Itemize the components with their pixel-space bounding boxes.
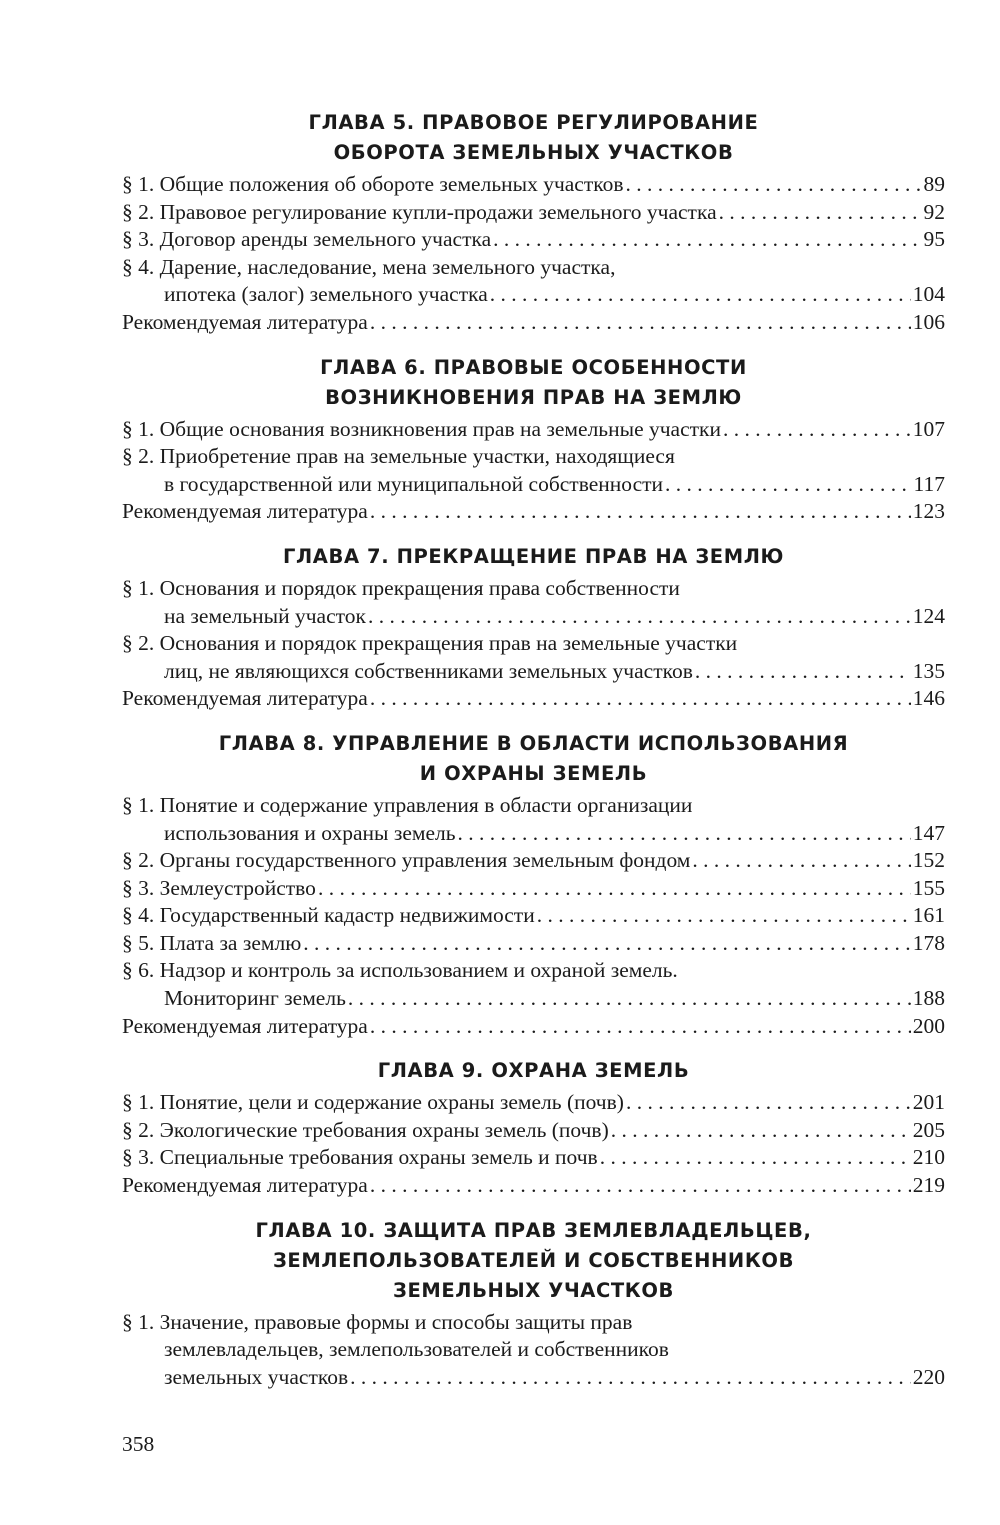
toc-entry-text: § 3. Договор аренды земельного участка [122, 227, 492, 252]
toc-entry-text: § 2. Приобретение прав на земельные участки, находящиеся [122, 444, 675, 469]
dot-leader [303, 930, 910, 958]
dot-leader [370, 1013, 911, 1041]
dot-leader [350, 1364, 911, 1392]
toc-entry-line [122, 875, 945, 903]
toc-entry-line [122, 685, 945, 713]
toc-entry-line [122, 1117, 945, 1145]
toc-entry [122, 254, 945, 309]
toc-page-number: 92 [923, 199, 945, 224]
toc-entry-text: § 1. Понятие, цели и содержание охраны земель (почв) [122, 1090, 624, 1115]
toc-page-number: 201 [912, 1090, 945, 1115]
toc-entry-line [122, 1364, 945, 1392]
toc-entry-text: § 2. Правовое регулирование купли-продажи земельного участка [122, 199, 717, 224]
dot-leader [626, 1089, 911, 1117]
toc-entry-line [122, 1336, 945, 1364]
toc-entry-text: на земельный участок [164, 603, 366, 628]
toc-entry-text: ипотека (залог) земельного участка [164, 282, 488, 307]
toc-entry [122, 416, 945, 444]
toc-entry [122, 630, 945, 685]
toc-entry-text: земельных участков [164, 1364, 349, 1389]
toc-entry-text: § 1. Общие положения об обороте земельных участков [122, 172, 624, 196]
toc-entry-line [122, 443, 945, 471]
toc-entry-text: Рекомендуемая литература [122, 499, 368, 524]
table-of-contents [122, 108, 945, 1407]
toc-entry [122, 199, 945, 227]
dot-leader [458, 820, 911, 848]
dot-leader [370, 309, 911, 337]
toc-entry-line [122, 1172, 945, 1200]
toc-entry-line [122, 792, 945, 820]
chapter-section [122, 1216, 945, 1392]
dot-leader [493, 226, 921, 254]
toc-entry-line [122, 658, 945, 686]
toc-entry-text: § 1. Значение, правовые формы и способы защиты прав [122, 1309, 633, 1334]
toc-entry-text: § 1. Основания и порядок прекращения права собственности [122, 575, 680, 600]
dot-leader [490, 281, 911, 309]
toc-entry [122, 309, 945, 337]
chapter-title [122, 1216, 945, 1306]
toc-entry-text: § 4. Дарение, наследование, мена земельного участка, [122, 254, 616, 279]
chapter-title-line: ГЛАВА 8. УПРАВЛЕНИЕ В ОБЛАСТИ ИСПОЛЬЗОВАНИЯ [218, 731, 849, 755]
dot-leader [368, 603, 911, 631]
toc-entry [122, 443, 945, 498]
chapter-title-line: ОБОРОТА ЗЕМЕЛЬНЫХ УЧАСТКОВ [333, 141, 734, 164]
toc-page-number: 210 [912, 1145, 945, 1170]
toc-entry [122, 847, 945, 875]
toc-entry-line [122, 957, 945, 985]
toc-entry-text: землевладельцев, землепользователей и собственников [164, 1337, 669, 1362]
toc-page-number: 200 [912, 1013, 945, 1038]
toc-entry-line [122, 416, 945, 444]
toc-entry-text: Рекомендуемая литература [122, 1013, 368, 1038]
chapter-title-line: ГЛАВА 9. ОХРАНА ЗЕМЕЛЬ [377, 1059, 690, 1083]
chapter-title-line: ГЛАВА 5. ПРАВОВОЕ РЕГУЛИРОВАНИЕ [308, 111, 759, 134]
toc-entry-line [122, 281, 945, 309]
toc-page-number: 95 [923, 227, 945, 252]
toc-entry-text: § 6. Надзор и контроль за использованием и охраной земель. [122, 958, 678, 983]
toc-page-number: 178 [912, 930, 945, 955]
toc-entry-line [122, 630, 945, 658]
toc-entry-text: Рекомендуемая литература [122, 309, 368, 334]
dot-leader [348, 985, 911, 1013]
chapter-title [122, 729, 945, 789]
toc-entry-line [122, 575, 945, 603]
toc-page-number: 152 [912, 848, 945, 873]
dot-leader [626, 171, 922, 199]
toc-entry-text: § 3. Специальные требования охраны земель и почв [122, 1145, 598, 1170]
toc-entry [122, 685, 945, 713]
toc-entry [122, 875, 945, 903]
toc-page-number: 117 [913, 471, 945, 496]
toc-entry [122, 1309, 945, 1392]
chapter-section [122, 729, 945, 1040]
toc-page-number: 106 [912, 309, 945, 334]
chapter-title-line: ЗЕМЛЕПОЛЬЗОВАТЕЛЕЙ И СОБСТВЕННИКОВ [272, 1248, 795, 1272]
toc-entry-text: § 2. Органы государственного управления земельным фондом [122, 848, 691, 873]
toc-entry-text: Мониторинг земель [164, 986, 346, 1011]
toc-entry-line [122, 902, 945, 930]
toc-entry-line [122, 820, 945, 848]
toc-page-number: 107 [912, 416, 945, 441]
toc-entry-line [122, 1309, 945, 1337]
toc-entry-line [122, 471, 945, 499]
toc-entry-text: Рекомендуемая литература [122, 1173, 368, 1198]
dot-leader [723, 416, 911, 444]
dot-leader [370, 1172, 911, 1200]
toc-page-number: 205 [912, 1117, 945, 1142]
chapter-title-line: ЗЕМЕЛЬНЫХ УЧАСТКОВ [393, 1278, 674, 1302]
toc-page-number: 161 [912, 903, 945, 928]
toc-entry-line [122, 847, 945, 875]
chapter-section [122, 1056, 945, 1199]
toc-entry [122, 1013, 945, 1041]
chapter-title [122, 542, 945, 572]
dot-leader [318, 875, 911, 903]
toc-entry-text: Рекомендуемая литература [122, 686, 368, 711]
toc-entry-text: § 5. Плата за землю [122, 930, 302, 955]
chapter-title-line: ГЛАВА 10. ЗАЩИТА ПРАВ ЗЕМЛЕВЛАДЕЛЬЦЕВ, [255, 1218, 812, 1242]
toc-page-number: 220 [912, 1364, 945, 1389]
toc-page-number: 123 [912, 499, 945, 524]
toc-entry-text: использования и охраны земель [164, 820, 456, 845]
toc-entry-text: § 1. Понятие и содержание управления в области организации [122, 792, 693, 817]
chapter-section [122, 353, 945, 526]
toc-entry [122, 575, 945, 630]
toc-entry-text: § 2. Основания и порядок прекращения прав на земельные участки [122, 631, 738, 656]
chapter-title-line: ГЛАВА 7. ПРЕКРАЩЕНИЕ ПРАВ НА ЗЕМЛЮ [282, 544, 785, 568]
chapter-title [122, 353, 945, 413]
dot-leader [611, 1117, 911, 1145]
toc-entry-line [122, 309, 945, 337]
chapter-section [122, 108, 945, 337]
toc-page-number: 146 [912, 686, 945, 711]
toc-entry-text: в государственной или муниципальной собственности [164, 471, 664, 496]
toc-page-number: 147 [912, 820, 945, 845]
toc-entry-line [122, 199, 945, 227]
toc-entry [122, 902, 945, 930]
toc-entry [122, 957, 945, 1012]
toc-entry-line [122, 498, 945, 526]
toc-page-number: 155 [912, 875, 945, 900]
toc-page-number: 219 [912, 1173, 945, 1198]
toc-entry [122, 930, 945, 958]
dot-leader [692, 847, 910, 875]
dot-leader [537, 902, 911, 930]
toc-entry-text: § 1. Общие основания возникновения прав на земельные участки [122, 416, 721, 441]
toc-entry-line [122, 171, 945, 199]
toc-entry [122, 1172, 945, 1200]
dot-leader [695, 658, 911, 686]
toc-entry-line [122, 1089, 945, 1117]
toc-entry-text: лиц, не являющихся собственниками земельных участков [164, 658, 693, 683]
toc-entry-line [122, 930, 945, 958]
toc-entry [122, 1089, 945, 1117]
toc-page-number: 135 [912, 658, 945, 683]
toc-entry [122, 1117, 945, 1145]
dot-leader [370, 498, 911, 526]
toc-entry-line [122, 985, 945, 1013]
toc-entry-text: § 4. Государственный кадастр недвижимости [122, 903, 535, 928]
toc-entry-line [122, 603, 945, 631]
dot-leader [719, 199, 922, 227]
toc-page-number: 124 [912, 603, 945, 628]
toc-entry-text: § 2. Экологические требования охраны земель (почв) [122, 1117, 609, 1142]
chapter-title [122, 108, 945, 168]
toc-entry [122, 1144, 945, 1172]
toc-entry-line [122, 226, 945, 254]
toc-entry [122, 171, 945, 199]
toc-entry [122, 498, 945, 526]
toc-entry-text: § 3. Землеустройство [122, 875, 316, 900]
dot-leader [665, 471, 912, 499]
toc-page-number: 104 [912, 282, 945, 307]
toc-page-number: 188 [912, 986, 945, 1011]
chapter-section [122, 542, 945, 713]
chapter-title-line: И ОХРАНЫ ЗЕМЕЛЬ [419, 761, 648, 785]
dot-leader [600, 1144, 911, 1172]
toc-entry-line [122, 1013, 945, 1041]
toc-entry-line [122, 1144, 945, 1172]
page-number: 358 [122, 1432, 155, 1456]
chapter-title [122, 1056, 945, 1086]
toc-entry [122, 226, 945, 254]
chapter-title-line: ГЛАВА 6. ПРАВОВЫЕ ОСОБЕННОСТИ [320, 355, 747, 379]
dot-leader [370, 685, 911, 713]
toc-entry-line [122, 254, 945, 282]
toc-entry [122, 792, 945, 847]
chapter-title-line: ВОЗНИКНОВЕНИЯ ПРАВ НА ЗЕМЛЮ [325, 385, 742, 409]
toc-page-number: 89 [923, 172, 945, 196]
